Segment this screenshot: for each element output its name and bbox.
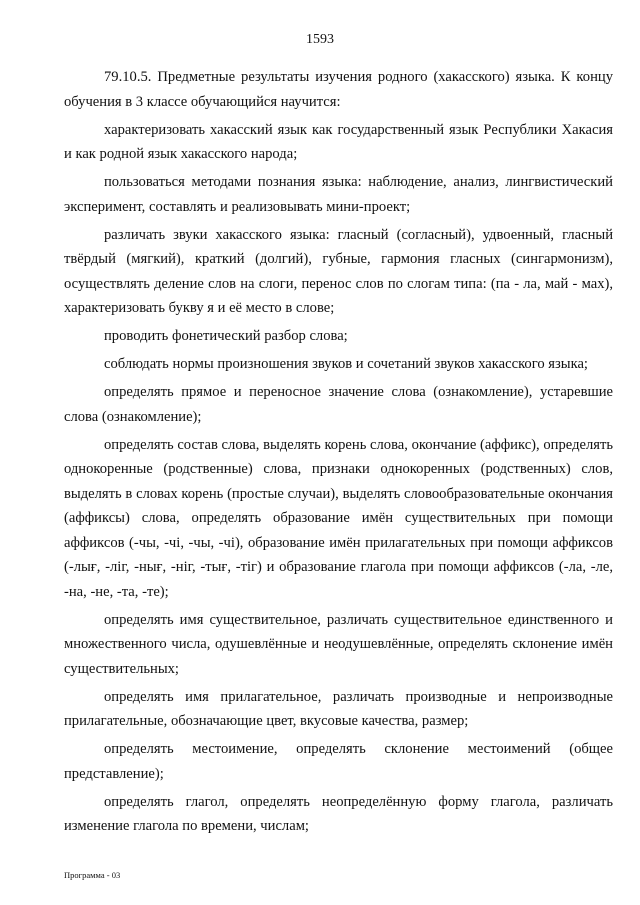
footer-label: Программа - 03 (64, 870, 121, 880)
paragraph-item: определять имя прилагательное, различать производные и непроизводные прилагательные, обозначающие цвет, вкусовые качества, размер; (64, 688, 613, 729)
document-body (64, 65, 613, 842)
paragraph-item: пользоваться методами познания языка: наблюдение, анализ, лингвистический эксперимент, составлять и реализовывать мини-проект; (64, 174, 613, 215)
paragraph-item: проводить фонетический разбор слова; (104, 328, 348, 344)
page-number: 1593 (306, 32, 334, 47)
paragraph-item: определять глагол, определять неопределённую форму глагола, различать изменение глагола по времени, числам; (64, 793, 613, 834)
paragraph-item: определять состав слова, выделять корень слова, окончание (аффикс), определять однокоренные (родственные) слова, признаки однокоренных (родственных) слов, выделять в словах корень (простые случаи), выделять словообразовательные окончания (аффиксы) слова, определять образование имён существительных при помощи аффиксов (-чы, -чі, -чы, -чі), образование имён прилагательных при помощи аффиксов (-лығ, -лiг, -нығ, -нiг, -тығ, -тiг) и образование глагола при помощи аффиксов (-ла, -ле, -на, -не, -та, -те); (64, 436, 613, 600)
paragraph-item: определять имя существительное, различать существительное единственного и множественного числа, одушевлённые и неодушевлённые, определять склонение имён существительных; (64, 611, 613, 677)
paragraph-item: характеризовать хакасский язык как государственный язык Республики Хакасия и как родной язык хакасского народа; (64, 121, 613, 162)
paragraph-item: соблюдать нормы произношения звуков и сочетаний звуков хакасского языка; (104, 356, 588, 372)
paragraph-intro: 79.10.5. Предметные результаты изучения родного (хакасского) языка. К концу обучения в 3 классе обучающийся научится: (64, 69, 613, 110)
paragraph-item: различать звуки хакасского языка: гласный (согласный), удвоенный, гласный твёрдый (мягкий), краткий (долгий), губные, гармония гласных (сингармонизм), осуществлять деление слов на слоги, перенос слов по слогам типа: (па - ла, май - мах), характеризовать букву я и её место в слове; (64, 226, 613, 316)
paragraph-item: определять прямое и переносное значение слова (ознакомление), устаревшие слова (ознакомление); (64, 384, 613, 425)
paragraph-item: определять местоимение, определять склонение местоимений (общее представление); (64, 741, 613, 782)
